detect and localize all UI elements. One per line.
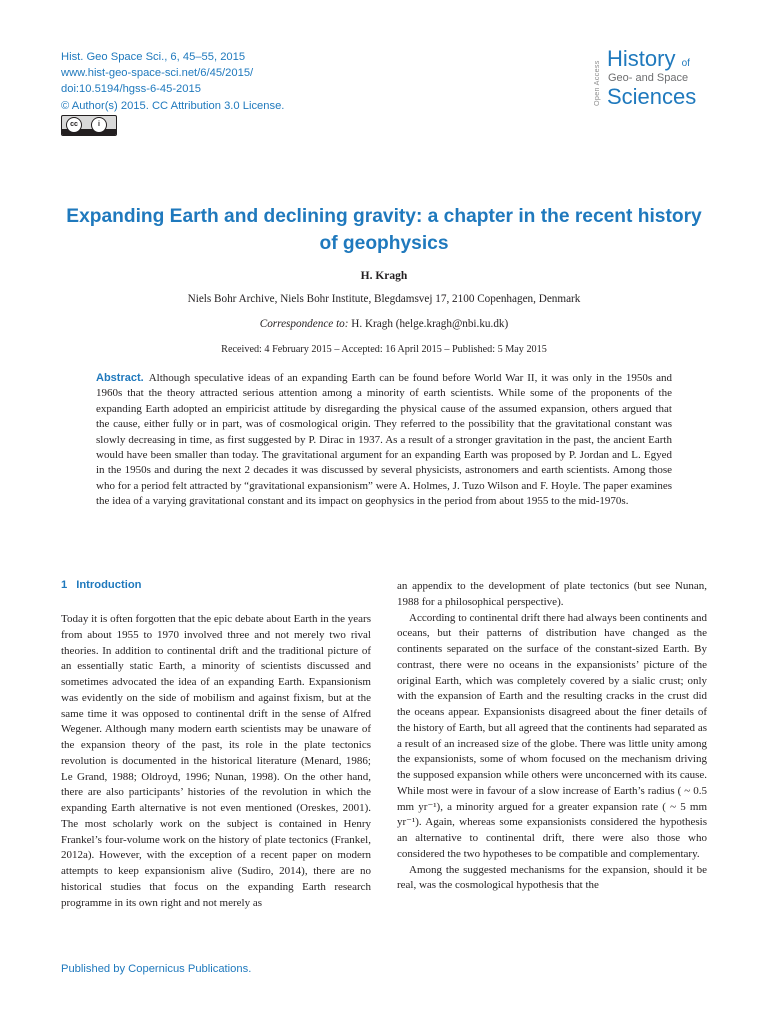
journal-url-line: [61, 65, 284, 81]
logo-history-word: History: [607, 46, 676, 71]
author-name: H. Kragh: [360, 270, 408, 282]
abstract: [96, 371, 672, 510]
citation-block: [61, 49, 284, 114]
correspondence-label: Correspondence to:: [259, 318, 349, 330]
body-paragraph: an appendix to the development of plate tectonics (but see Nunan, 1988 for a philosophical perspective).: [397, 580, 707, 608]
doi-line: [61, 81, 284, 97]
logo-sciences: Sciences: [607, 84, 697, 109]
license-line: © Author(s) 2015. CC Attribution 3.0 License.: [61, 99, 285, 112]
body-paragraph: Today it is often forgotten that the epic debate about Earth in the years from about 1955 to 1970 involved three and not merely two rival theories. In addition to continental drift and the traditional picture of an essentially static Earth, a minority of scientists discussed and sometimes advocated the idea of an expanding Earth. Expansionism was evidently on the side of mobilism and against fixism, but at the same time it was opposed to continental drift in the sense of Alfred Wegener. Although many modern earth scientists may be unaware of the expansion theory of the past, its role in the plate tectonics revolution is documented in the historical literature (Menard, 1986; Le Grand, 1988; Oldroyd, 1996; Nunan, 1998). On the other hand, there are also participants’ histories of the revolution in which the expanding Earth alternative is not even mentioned (Oreskes, 2001). The most scholarly work on the subject is contained in Henry Frankel’s four-volume work on the history of plate tectonics (Frankel, 2012a). However, with the exception of a recent paper on modern attempts to keep expansionism alive (Sudiro, 2014), there are no historical studies that focus on the expanding Earth research programme in its own right and not merely as: [61, 613, 371, 909]
correspondence-line: [0, 318, 768, 330]
doi-link[interactable]: doi:10.5194/hgss-6-45-2015: [61, 83, 201, 96]
publisher-footer: Published by Copernicus Publications.: [61, 963, 252, 975]
body-right-column: [397, 579, 707, 894]
section-heading-introduction: [61, 579, 141, 591]
body-paragraph: Among the suggested mechanisms for the expansion, should it be real, was the cosmological hypothesis that the: [397, 863, 707, 892]
cc-by-license-badge[interactable]: [61, 115, 117, 136]
body-left-column: [61, 612, 371, 911]
author-affiliation: Niels Bohr Archive, Niels Bohr Institute, Blegdamsvej 17, 2100 Copenhagen, Denmark: [187, 293, 581, 305]
journal-logo: [592, 46, 722, 116]
abstract-label: Abstract.: [96, 372, 144, 384]
publication-dates: Received: 4 February 2015 – Accepted: 16 April 2015 – Published: 5 May 2015: [221, 344, 547, 355]
section-title: Introduction: [76, 579, 142, 591]
section-number: 1: [61, 579, 68, 591]
journal-url-link[interactable]: www.hist-geo-space-sci.net/6/45/2015/: [61, 67, 254, 80]
attribution-icon: i: [91, 117, 107, 133]
citation-line: Hist. Geo Space Sci., 6, 45–55, 2015: [61, 51, 246, 63]
logo-of-word: of: [681, 58, 690, 69]
body-paragraph: According to continental drift there had always been continents and oceans, but their patterns of distribution have changed as the continents separated on the surface of the constant-sized Earth. By contrast, there were no oceans in the expansionists’ picture of the original Earth, which was completely covered by a sialic crust; only with the expansion of Earth and the resulting cracks in the crust did the oceans appear. Expansionists disagreed about the finer details of the history of Earth, but all agreed that the continents had separated as a result of an increased size of the globe. There was little unity among the expansionists, some of whom focused on the mechanism driving the supposed expansion while others were unconcerned with its cause. While most were in favour of a slow increase of Earth’s radius ( ~ 0.5 mm yr⁻¹), a minority argued for a greater expansion rate ( ~ 5 mm yr⁻¹). Again, whereas some expansionists considered the hypothesis an alternative to continental drift, there were also those who considered the two hypotheses to be compatible and complementary.: [397, 611, 707, 860]
abstract-text: Although speculative ideas of an expanding Earth can be found before World War II, it was only in the 1950s and 1960s that the theory attracted serious attention among a minority of earth scientists. While some of the proponents of the expanding Earth adopted an empiricist attitude by disregarding the physical cause of the assumed expansion, others argued that the cause, either fully or in part, was of cosmological origin. They referred to the possibility that the gravitational constant was slowly decreasing in time, as first suggested by P. Dirac in 1937. As a result of a stronger gravitation in the past, the ancient Earth would have been smaller than today. The gravitational argument for an expanding Earth was proposed by P. Jordan and L. Egyed in the 1950s and during the next 2 decades it was discussed by several physicists, astronomers and earth scientists. Among those who for a period felt attracted by “gravitational expansionism” were A. Holmes, J. Tuzo Wilson and F. Hoyle. The paper examines the idea of a varying gravitational constant and its impact on geophysics in the period from about 1955 to the mid-1970s.: [96, 372, 672, 508]
open-access-label: Open Access: [592, 60, 601, 106]
logo-geo-space: Geo- and Space: [608, 72, 689, 84]
article-title: Expanding Earth and declining gravity: a chapter in the recent history of geophysics: [66, 206, 702, 254]
cc-icon: cc: [66, 117, 82, 133]
correspondence-text: H. Kragh (helge.kragh@nbi.ku.dk): [348, 318, 509, 330]
